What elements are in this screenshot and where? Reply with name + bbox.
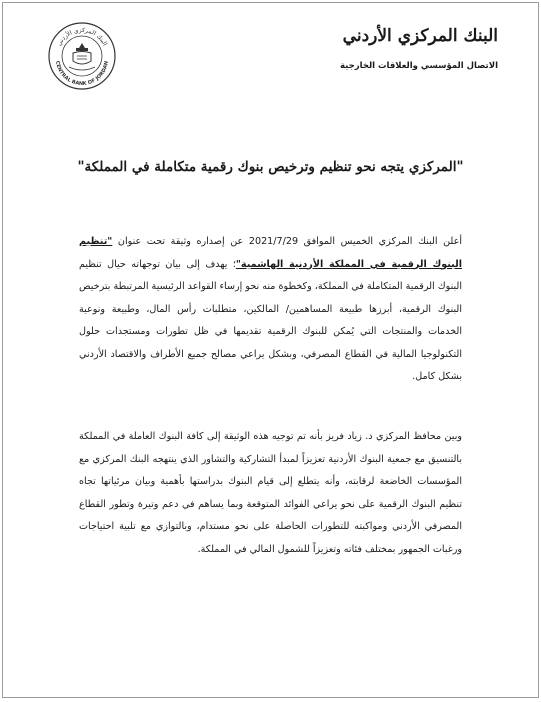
letterhead: [340, 25, 498, 71]
seal-emblem-icon: [47, 21, 117, 91]
paragraph-2: وبين محافظ المركزي د. زياد فريز بأنه تم توجيه هذه الوثيقة إلى كافة البنوك العاملة في المملكة بالتنسيق مع جمعية البنوك الأردنية تعزيزاً لمبدأ التشاركية والتشاور الذي ينتهجه البنك المركزي مع المؤسسات الخاضعة لرقابته، وأنه يتطلع إلى قيام البنوك بدراستها بأهمية وبيان مرئياتها تجاه تنظيم البنوك الرقمية على نحو يراعي الفوائد المتوقعة وبما يساهم في دعم وتيرة وتطور القطاع المصرفي الأردني ومواكبته للتطورات الحاصلة على نحو مستدام، وبالتوازي مع تلبية احتياجات ورغبات الجمهور بمختلف فئاته وتعزيزاً للشمول المالي في المملكة.: [79, 431, 462, 555]
seal-text-ar: البنك المركزي الأردني: [55, 26, 109, 48]
press-release-title: "المركزي يتجه نحو تنظيم وترخيص بنوك رقمية متكاملة في المملكة": [77, 159, 464, 175]
paragraph-1-rest: ؛ يهدف إلى بيان توجهاته حيال تنظيم البنوك الرقمية المتكاملة في المملكة، وكخطوة منه نحو إرساء القواعد الرئيسية المرتبطة بترخيص البنوك الرقمية، أبرزها طبيعة المساهمين/ المالكين، متطلبات رأس المال، وطبيعة ونوعية الخدمات والمنتجات التي يُمكن للبنوك الرقمية تقديمها في ظل تطورات ومستجدات حلول التكنولوجيا المالية في القطاع المصرفي، وبشكل يراعي مصالح جميع الأطراف والاقتصاد الأردني بشكل كامل.: [79, 258, 462, 382]
central-bank-seal-logo: [47, 21, 117, 91]
seal-text-en: CENTRAL BANK OF JORDAN: [54, 60, 110, 88]
paragraph-1-intro: أعلن البنك المركزي الخميس الموافق 2021/7/29 عن إصداره وثيقة تحت عنوان: [112, 236, 462, 247]
paragraph-1-doc-title: "تنظيم البنوك الرقمية في المملكة الأردنية الهاشمية": [79, 236, 462, 270]
department-name: الاتصال المؤسسي والعلاقات الخارجية: [339, 61, 498, 71]
paragraph-1: [79, 231, 462, 389]
document-page: [2, 2, 539, 698]
bank-name: البنك المركزي الأردني: [342, 26, 498, 46]
